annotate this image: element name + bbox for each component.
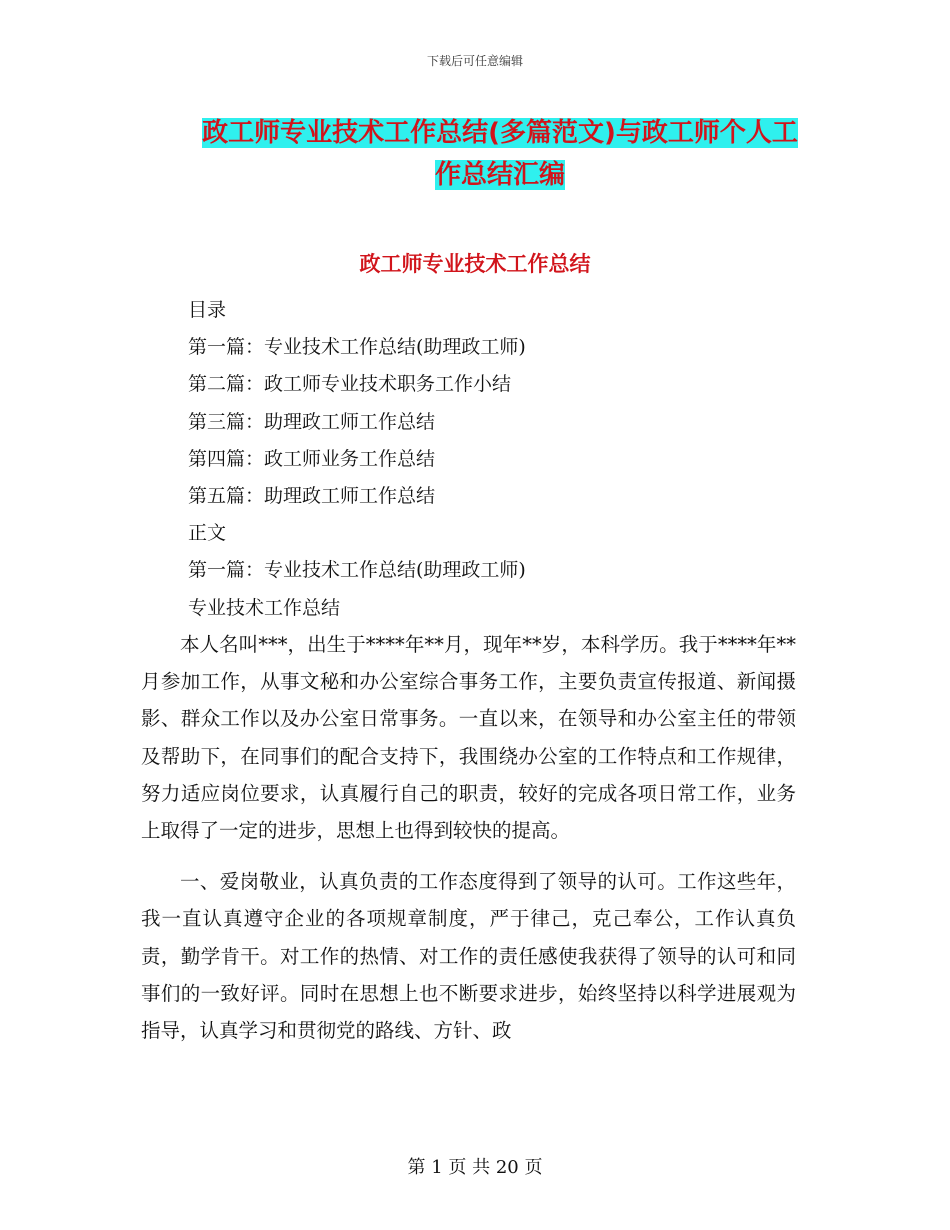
article-title: 第一篇：专业技术工作总结(助理政工师)	[188, 559, 526, 582]
toc-item: 第一篇：专业技术工作总结(助理政工师)	[188, 336, 526, 359]
paragraph: 一、爱岗敬业，认真负责的工作态度得到了领导的认可。工作这些年，我一直认真遵守企业的各项规章制度，严于律己，克己奉公，工作认真负责，勤学肯干。对工作的热情、对工作的责任感使我获得了领导的认可和同事们的一致好评。同时在思想上也不断要求进步，始终坚持以科学进展观为指导，认真学习和贯彻党的路线、方针、政	[141, 870, 796, 1043]
toc-item: 第四篇：政工师业务工作总结	[188, 447, 436, 470]
title-line-1: 政工师专业技术工作总结(多篇范文)与政工师个人工	[202, 118, 798, 148]
paragraph: 本人名叫***，出生于****年**月，现年**岁，本科学历。我于****年**月参加工作，从事文秘和办公室综合事务工作，主要负责宣传报道、新闻摄影、群众工作以及办公室日常事务。一直以来，在领导和办公室主任的带领及帮助下，在同事们的配合支持下，我围绕办公室的工作特点和工作规律，努力适应岗位要求，认真履行自己的职责，较好的完成各项日常工作，业务上取得了一定的进步，思想上也得到较快的提高。	[141, 633, 796, 843]
header-note: 下载后可任意编辑	[426, 54, 523, 68]
article-subheading: 专业技术工作总结	[188, 596, 341, 619]
section-title: 政工师专业技术工作总结	[359, 252, 591, 276]
document-title	[190, 112, 810, 196]
toc-item: 第五篇：助理政工师工作总结	[188, 485, 436, 508]
toc-heading: 目录	[188, 299, 227, 321]
page-footer: 第 1 页 共 20 页	[407, 1157, 543, 1178]
body-heading: 正文	[188, 522, 227, 545]
table-of-contents	[188, 292, 808, 627]
toc-item: 第三篇：助理政工师工作总结	[188, 410, 436, 433]
toc-item: 第二篇：政工师专业技术职务工作小结	[188, 373, 512, 396]
title-line-2: 作总结汇编	[434, 160, 565, 190]
body-text	[141, 626, 796, 1049]
